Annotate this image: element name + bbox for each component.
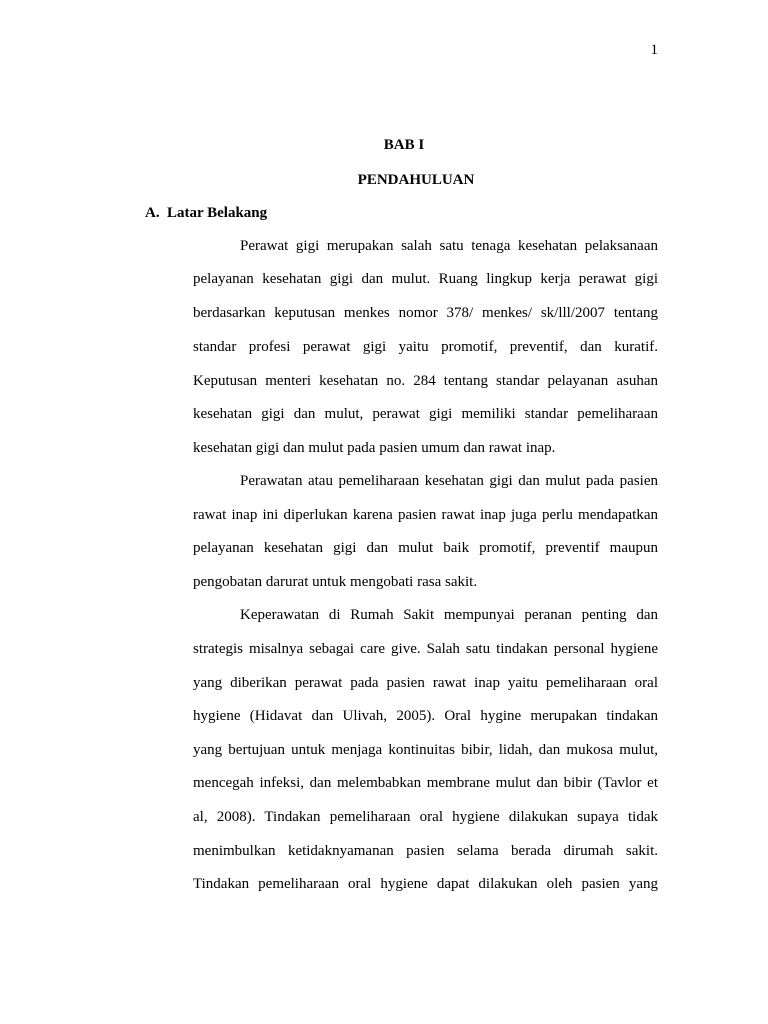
paragraph-line: Keputusan menteri kesehatan no. 284 tentang standar pelayanan asuhan <box>193 373 658 389</box>
paragraph-line: pelayanan kesehatan gigi dan mulut. Ruang lingkup kerja perawat gigi <box>193 271 658 287</box>
paragraph-line: berdasarkan keputusan menkes nomor 378/ menkes/ sk/lll/2007 tentang <box>193 305 658 321</box>
paragraph-line: yang diberikan perawat pada pasien rawat inap yaitu pemeliharaan oral <box>193 675 658 691</box>
paragraph-line: rawat inap ini diperlukan karena pasien rawat inap juga perlu mendapatkan <box>193 507 658 523</box>
section-letter: A. <box>145 205 160 221</box>
paragraph-line: Keperawatan di Rumah Sakit mempunyai peranan penting dan <box>240 607 658 623</box>
chapter-number: BAB I <box>383 137 425 153</box>
section-title: Latar Belakang <box>167 205 268 221</box>
paragraph-line: pelayanan kesehatan gigi dan mulut baik promotif, preventif maupun <box>193 540 658 556</box>
paragraph-line: kesehatan gigi dan mulut pada pasien umum dan rawat inap. <box>193 440 556 456</box>
paragraph-line: menimbulkan ketidaknyamanan pasien selama berada dirumah sakit. <box>193 843 658 859</box>
paragraph-line: mencegah infeksi, dan melembabkan membrane mulut dan bibir (Tavlor et <box>193 775 658 791</box>
paragraph-line: yang bertujuan untuk menjaga kontinuitas bibir, lidah, dan mukosa mulut, <box>193 742 658 758</box>
paragraph-line: standar profesi perawat gigi yaitu promotif, preventif, dan kuratif. <box>193 339 658 355</box>
paragraph-line: strategis misalnya sebagai care give. Salah satu tindakan personal hygiene <box>193 641 658 657</box>
chapter-title: PENDAHULUAN <box>357 172 475 188</box>
paragraph-line: al, 2008). Tindakan pemeliharaan oral hygiene dilakukan supaya tidak <box>193 809 658 825</box>
section-heading <box>145 205 267 222</box>
page-number: 1 <box>650 42 658 58</box>
paragraph-line: pengobatan darurat untuk mengobati rasa sakit. <box>193 574 478 590</box>
paragraph-line: kesehatan gigi dan mulut, perawat gigi memiliki standar pemeliharaan <box>193 406 658 422</box>
paragraph-line: Perawatan atau pemeliharaan kesehatan gigi dan mulut pada pasien <box>240 473 658 489</box>
paragraph-line: Perawat gigi merupakan salah satu tenaga kesehatan pelaksanaan <box>240 238 658 254</box>
paragraph-line: hygiene (Hidavat dan Ulivah, 2005). Oral hygine merupakan tindakan <box>193 708 658 724</box>
paragraph-line: Tindakan pemeliharaan oral hygiene dapat dilakukan oleh pasien yang <box>193 876 658 892</box>
